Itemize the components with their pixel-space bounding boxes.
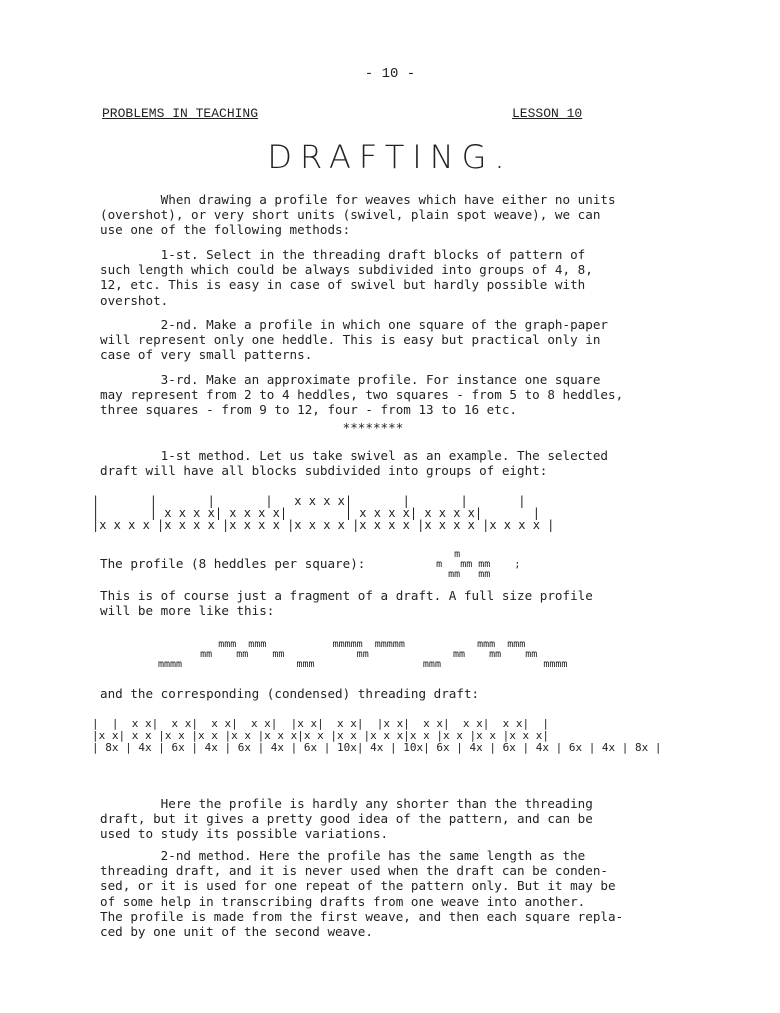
page-number: - 10 - (364, 66, 416, 82)
threading-draft-2: | | x x| x x| x x| x x| |x x| x x| |x x| x x| x x| x x| | |x x| x x |x x |x x |x x |x x x|x x |x x |x x x|x x |x x |x x |x x x| | 8x | 4x | 6x | 4x | 6x | 4x | 6x | 10x| 4x | 10x| 6x | 4x | 6x | 4x | 6x | 4x | 8x | (92, 717, 662, 754)
paragraph-full-profile: This is of course just a fragment of a draft. A full size profile will be more like this: (100, 588, 593, 619)
profile-full: mmm mmm mmmmm mmmmm mmm mmm mm mm mm mm mm mm mm mmmm mmm mmm mmmm (158, 639, 568, 670)
page-title: DRAFTING. (267, 138, 513, 176)
threading-draft-1: | | | | x x x x| | | | | | x x x x| x x x x| | x x x x| x x x x| | |x x x x |x x x x |x x x x |x x x x |x x x x |x x x x |x x x x | (92, 494, 555, 532)
paragraph-second-method: 2-nd method. Here the profile has the same length as the threading draft, and it is never used when the draft can be conden- sed, or it is used for one repeat of the pattern only. But it may be of some help in transcribing drafts from one weave into another. The profile is made from the first weave, and then each square repla- ced by one unit of the second weave. (100, 848, 624, 940)
paragraph-profile-note: Here the profile is hardly any shorter than the threading draft, but it gives a pretty good idea of the pattern, and can be used to study its possible variations. (100, 796, 593, 842)
header-right: LESSON 10 (512, 106, 583, 121)
paragraph-intro: When drawing a profile for weaves which have either no units (overshot), or very short units (swivel, plain spot weave), we can use one of the following methods: (100, 192, 616, 238)
paragraph-method-3: 3-rd. Make an approximate profile. For instance one square may represent from 2 to 4 heddles, two squares - from 5 to 8 heddles, three squares - from 9 to 12, four - from 13 to 16 etc. (100, 372, 624, 418)
paragraph-method-1: 1-st. Select in the threading draft blocks of pattern of such length which could be always subdivided into groups of 4, 8, 12, etc. This is easy in case of swivel but hardly possible with overshot. (100, 247, 593, 308)
header-left: PROBLEMS IN TEACHING (102, 106, 259, 121)
paragraph-first-method: 1-st method. Let us take swivel as an example. The selected draft will have all blocks subdivided into groups of eight: (100, 448, 608, 479)
paragraph-method-2: 2-nd. Make a profile in which one square of the graph-paper will represent only one heddle. This is easy but practical only in case of very small patterns. (100, 317, 608, 363)
paragraph-profile-label: The profile (8 heddles per square): (100, 556, 366, 571)
profile-fragment: m m mm mm ; mm mm (436, 549, 521, 580)
paragraph-condensed: and the corresponding (condensed) threading draft: (100, 686, 480, 701)
separator-stars: ******** (100, 420, 404, 435)
